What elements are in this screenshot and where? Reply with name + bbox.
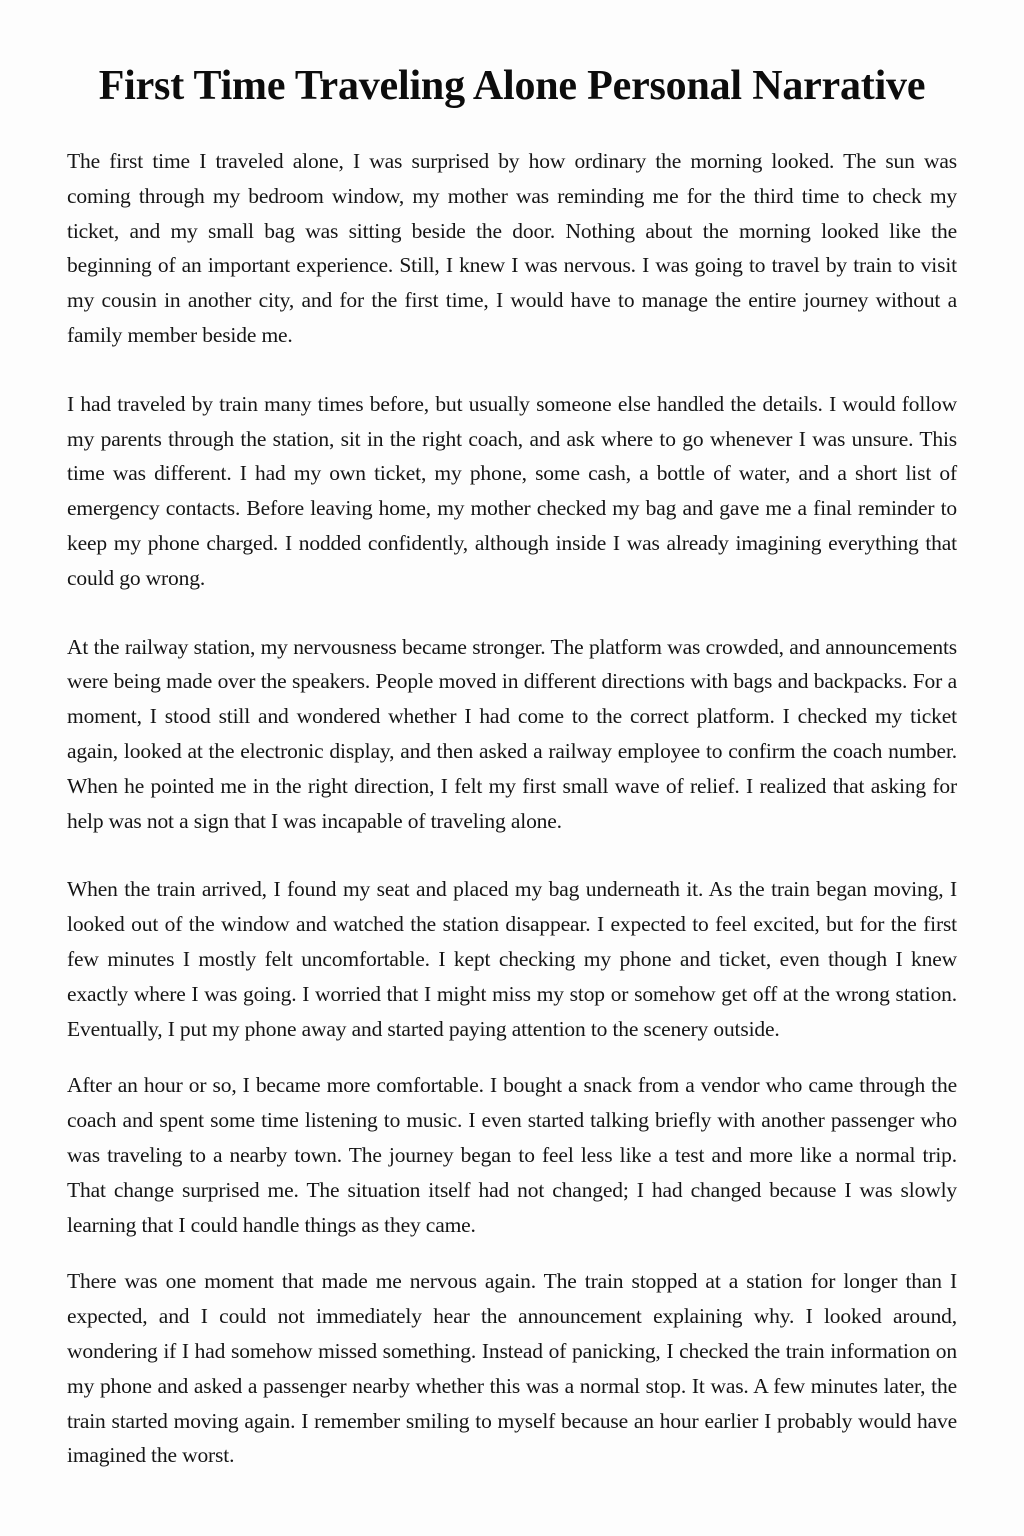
paragraph-1: The first time I traveled alone, I was surprised by how ordinary the morning looked. The sun was coming through my bedroom window, my mother was reminding me for the third time to check my ticket, and my small bag was sitting beside the door. Nothing about the morning looked like the beginning of an important experience. Still, I knew I was nervous. I was going to travel by train to visit my cousin in another city, and for the first time, I would have to manage the entire journey without a family member beside me. (67, 149, 957, 347)
paragraph-4: When the train arrived, I found my seat and placed my bag underneath it. As the train began moving, I looked out of the window and watched the station disappear. I expected to feel excited, but for the first few minutes I mostly felt uncomfortable. I kept checking my phone and ticket, even though I knew exactly where I was going. I worried that I might miss my stop or somehow get off at the wrong station. Eventually, I put my phone away and started paying attention to the scenery outside. (67, 877, 957, 1041)
paragraph-6: There was one moment that made me nervous again. The train stopped at a station for longer than I expected, and I could not immediately hear the announcement explaining why. I looked around, wondering if I had somehow missed something. Instead of panicking, I checked the train information on my phone and asked a passenger nearby whether this was a normal stop. It was. A few minutes later, the train started moving again. I remember smiling to myself because an hour earlier I probably would have imagined the worst. (67, 1269, 957, 1468)
paragraph-5: After an hour or so, I became more comfortable. I bought a snack from a vendor who came through the coach and spent some time listening to music. I even started talking briefly with another passenger who was traveling to a nearby town. The journey began to feel less like a test and more like a normal trip. That change surprised me. The situation itself had not changed; I had changed because I was slowly learning that I could handle things as they came. (67, 1073, 957, 1237)
paragraph-2: I had traveled by train many times before, but usually someone else handled the details. I would follow my parents through the station, sit in the right coach, and ask where to go whenever I was unsure. This time was different. I had my own ticket, my phone, some cash, a bottle of water, and a short list of emergency contacts. Before leaving home, my mother checked my bag and gave me a final reminder to keep my phone charged. I nodded confidently, although inside I was already imagining everything that could go wrong. (67, 391, 957, 590)
document-title: First Time Traveling Alone Personal Narrative (98, 63, 926, 109)
paragraph-3: At the railway station, my nervousness became stronger. The platform was crowded, and announcements were being made over the speakers. People moved in different directions with bags and backpacks. For a moment, I stood still and wondered whether I had come to the correct platform. I checked my ticket again, looked at the electronic display, and then asked a railway employee to confirm the coach number. When he pointed me in the right direction, I felt my first small wave of relief. I realized that asking for help was not a sign that I was incapable of traveling alone. (67, 634, 957, 833)
